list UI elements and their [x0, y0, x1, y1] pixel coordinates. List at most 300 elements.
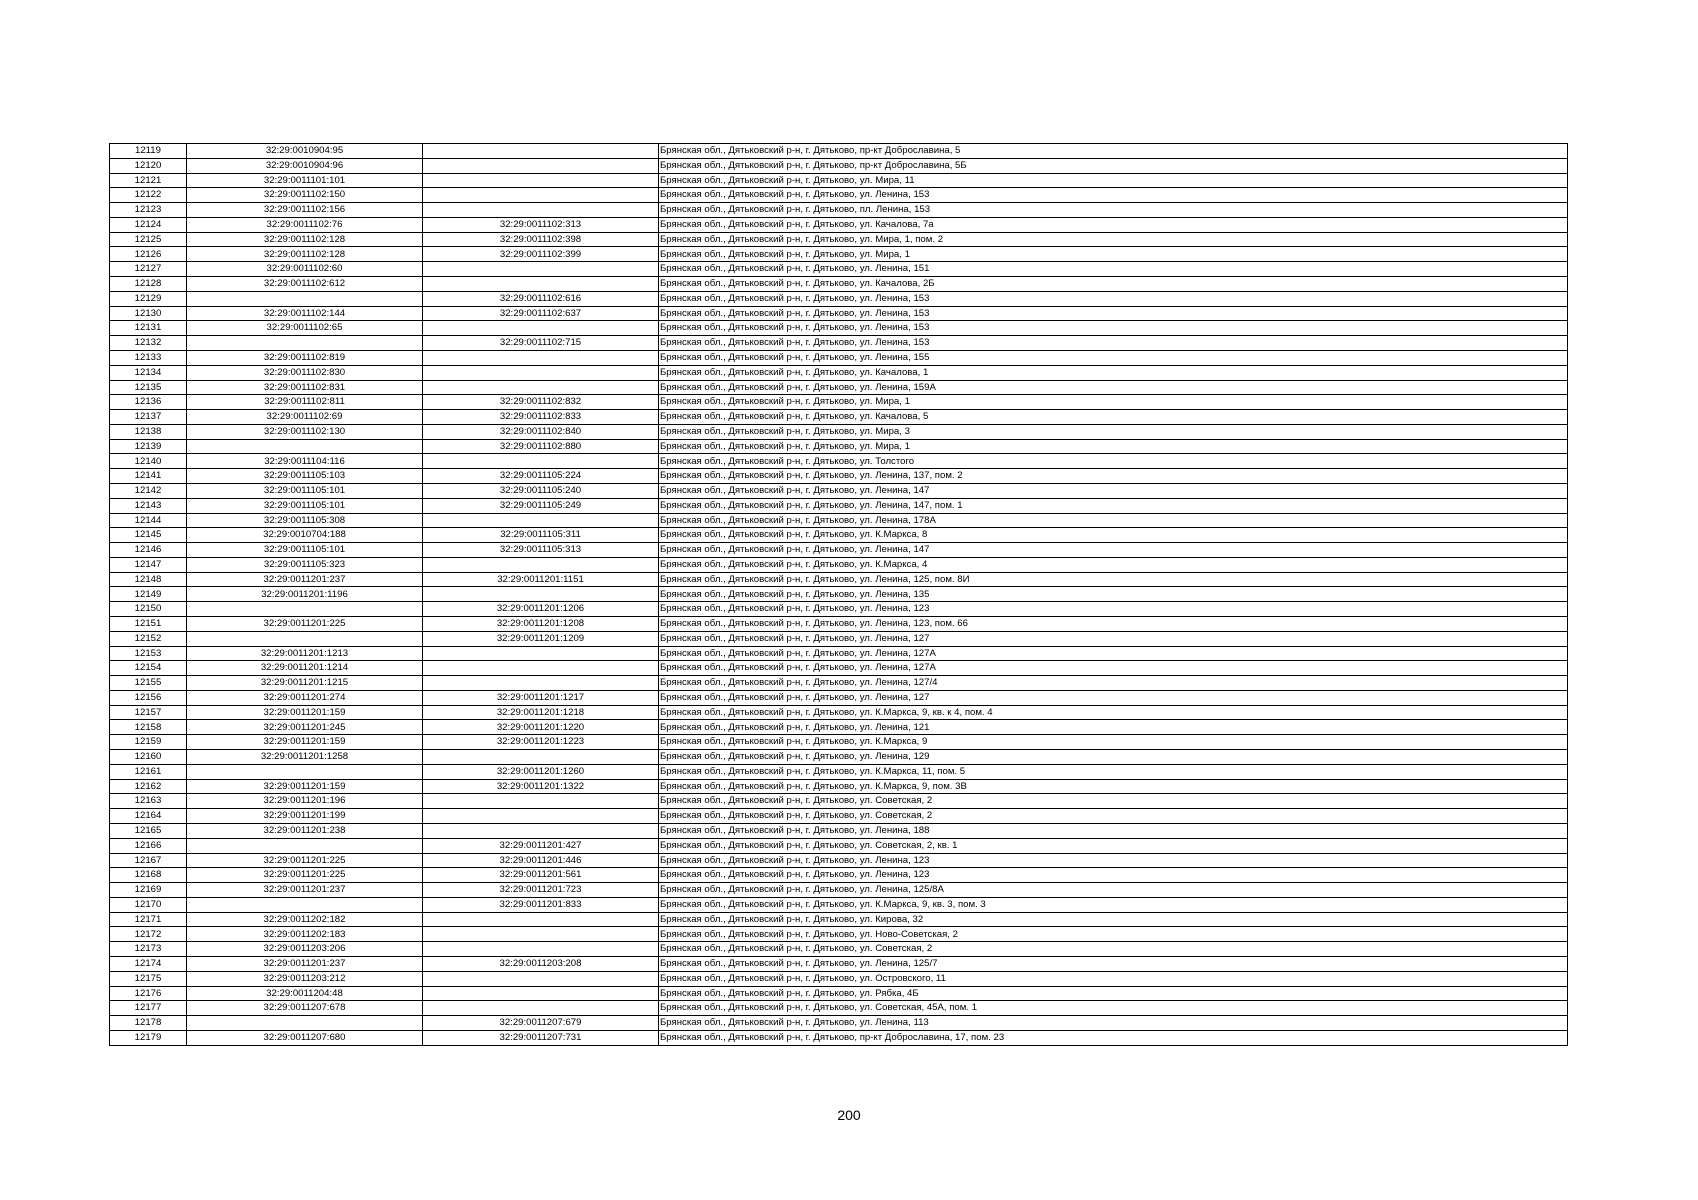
- cadastral-number-cell: 32:29:0011105:101: [187, 498, 423, 513]
- row-number-cell: 12152: [110, 631, 187, 646]
- row-number-cell: 12141: [110, 469, 187, 484]
- linked-cadastral-number-cell: [423, 203, 659, 218]
- address-cell: Брянская обл., Дятьковский р-н, г. Дятьково, ул. К.Маркса, 4: [659, 557, 1568, 572]
- row-number-cell: 12167: [110, 853, 187, 868]
- linked-cadastral-number-cell: 32:29:0011201:1209: [423, 631, 659, 646]
- row-number-cell: 12154: [110, 661, 187, 676]
- cadastral-number-cell: 32:29:0011207:678: [187, 1001, 423, 1016]
- linked-cadastral-number-cell: 32:29:0011102:715: [423, 336, 659, 351]
- table-row: [110, 1016, 1568, 1031]
- table-row: [110, 232, 1568, 247]
- linked-cadastral-number-cell: [423, 350, 659, 365]
- cadastral-number-cell: [187, 291, 423, 306]
- cadastral-number-cell: 32:29:0011102:60: [187, 262, 423, 277]
- cadastral-number-cell: 32:29:0011102:831: [187, 380, 423, 395]
- linked-cadastral-number-cell: 32:29:0011201:427: [423, 838, 659, 853]
- address-cell: Брянская обл., Дятьковский р-н, г. Дятьково, ул. Ново-Советская, 2: [659, 927, 1568, 942]
- cadastral-number-cell: 32:29:0011201:238: [187, 823, 423, 838]
- table-row: [110, 262, 1568, 277]
- cadastral-number-cell: 32:29:0011105:308: [187, 513, 423, 528]
- linked-cadastral-number-cell: 32:29:0011102:313: [423, 217, 659, 232]
- table-row: [110, 543, 1568, 558]
- table-row: [110, 365, 1568, 380]
- address-cell: Брянская обл., Дятьковский р-н, г. Дятьково, ул. Ленина, 127: [659, 631, 1568, 646]
- row-number-cell: 12166: [110, 838, 187, 853]
- table-row: [110, 483, 1568, 498]
- address-cell: Брянская обл., Дятьковский р-н, г. Дятьково, ул. К.Маркса, 9, кв. 3, пом. 3: [659, 897, 1568, 912]
- cadastral-number-cell: 32:29:0011203:212: [187, 971, 423, 986]
- address-cell: Брянская обл., Дятьковский р-н, г. Дятьково, ул. Ленина, 147: [659, 543, 1568, 558]
- table-row: [110, 277, 1568, 292]
- address-cell: Брянская обл., Дятьковский р-н, г. Дятьково, ул. К.Маркса, 8: [659, 528, 1568, 543]
- address-cell: Брянская обл., Дятьковский р-н, г. Дятьково, ул. Ленина, 147: [659, 483, 1568, 498]
- cadastral-number-cell: 32:29:0011201:225: [187, 617, 423, 632]
- address-cell: Брянская обл., Дятьковский р-н, г. Дятьково, ул. Ленина, 159А: [659, 380, 1568, 395]
- address-cell: Брянская обл., Дятьковский р-н, г. Дятьково, пр-кт Доброславина, 5: [659, 144, 1568, 159]
- row-number-cell: 12151: [110, 617, 187, 632]
- row-number-cell: 12129: [110, 291, 187, 306]
- cadastral-number-cell: 32:29:0011201:274: [187, 690, 423, 705]
- table-row: [110, 853, 1568, 868]
- table-row: [110, 809, 1568, 824]
- address-cell: Брянская обл., Дятьковский р-н, г. Дятьково, ул. Ленина, 135: [659, 587, 1568, 602]
- table-row: [110, 750, 1568, 765]
- table-row: [110, 956, 1568, 971]
- linked-cadastral-number-cell: 32:29:0011201:1220: [423, 720, 659, 735]
- address-cell: Брянская обл., Дятьковский р-н, г. Дятьково, ул. Советская, 2, кв. 1: [659, 838, 1568, 853]
- linked-cadastral-number-cell: [423, 188, 659, 203]
- linked-cadastral-number-cell: [423, 661, 659, 676]
- address-cell: Брянская обл., Дятьковский р-н, г. Дятьково, ул. Ленина, 151: [659, 262, 1568, 277]
- linked-cadastral-number-cell: [423, 277, 659, 292]
- address-cell: Брянская обл., Дятьковский р-н, г. Дятьково, ул. Качалова, 7а: [659, 217, 1568, 232]
- address-cell: Брянская обл., Дятьковский р-н, г. Дятьково, ул. Ленина, 147, пом. 1: [659, 498, 1568, 513]
- cadastral-number-cell: [187, 1016, 423, 1031]
- table-row: [110, 410, 1568, 425]
- address-cell: Брянская обл., Дятьковский р-н, г. Дятьково, ул. Советская, 45А, пом. 1: [659, 1001, 1568, 1016]
- table-row: [110, 868, 1568, 883]
- row-number-cell: 12143: [110, 498, 187, 513]
- address-cell: Брянская обл., Дятьковский р-н, г. Дятьково, ул. Мира, 3: [659, 424, 1568, 439]
- address-cell: Брянская обл., Дятьковский р-н, г. Дятьково, ул. Ленина, 127: [659, 690, 1568, 705]
- registry-table-body: [110, 144, 1568, 1046]
- cadastral-number-cell: 32:29:0011102:69: [187, 410, 423, 425]
- row-number-cell: 12163: [110, 794, 187, 809]
- row-number-cell: 12131: [110, 321, 187, 336]
- table-row: [110, 513, 1568, 528]
- row-number-cell: 12127: [110, 262, 187, 277]
- table-row: [110, 321, 1568, 336]
- address-cell: Брянская обл., Дятьковский р-н, г. Дятьково, ул. Ленина, 155: [659, 350, 1568, 365]
- address-cell: Брянская обл., Дятьковский р-н, г. Дятьково, ул. Качалова, 5: [659, 410, 1568, 425]
- address-cell: Брянская обл., Дятьковский р-н, г. Дятьково, ул. Кирова, 32: [659, 912, 1568, 927]
- cadastral-number-cell: 32:29:0011201:196: [187, 794, 423, 809]
- cadastral-number-cell: 32:29:0011102:144: [187, 306, 423, 321]
- linked-cadastral-number-cell: [423, 587, 659, 602]
- cadastral-number-cell: 32:29:0011201:1214: [187, 661, 423, 676]
- cadastral-number-cell: 32:29:0011201:159: [187, 705, 423, 720]
- linked-cadastral-number-cell: 32:29:0011201:833: [423, 897, 659, 912]
- table-row: [110, 676, 1568, 691]
- address-cell: Брянская обл., Дятьковский р-н, г. Дятьково, ул. Мира, 1: [659, 395, 1568, 410]
- cadastral-number-cell: 32:29:0011102:612: [187, 277, 423, 292]
- address-cell: Брянская обл., Дятьковский р-н, г. Дятьково, ул. К.Маркса, 9, пом. 3В: [659, 779, 1568, 794]
- table-row: [110, 144, 1568, 159]
- linked-cadastral-number-cell: 32:29:0011201:1223: [423, 735, 659, 750]
- row-number-cell: 12179: [110, 1030, 187, 1045]
- linked-cadastral-number-cell: 32:29:0011201:446: [423, 853, 659, 868]
- linked-cadastral-number-cell: 32:29:0011201:723: [423, 883, 659, 898]
- address-cell: Брянская обл., Дятьковский р-н, г. Дятьково, ул. Мира, 11: [659, 173, 1568, 188]
- row-number-cell: 12172: [110, 927, 187, 942]
- table-row: [110, 927, 1568, 942]
- linked-cadastral-number-cell: [423, 454, 659, 469]
- table-row: [110, 735, 1568, 750]
- table-row: [110, 1030, 1568, 1045]
- table-row: [110, 764, 1568, 779]
- table-row: [110, 454, 1568, 469]
- cadastral-number-cell: 32:29:0011105:101: [187, 543, 423, 558]
- table-row: [110, 572, 1568, 587]
- cadastral-number-cell: 32:29:0011102:130: [187, 424, 423, 439]
- cadastral-number-cell: 32:29:0011104:116: [187, 454, 423, 469]
- table-row: [110, 395, 1568, 410]
- row-number-cell: 12175: [110, 971, 187, 986]
- row-number-cell: 12156: [110, 690, 187, 705]
- row-number-cell: 12142: [110, 483, 187, 498]
- row-number-cell: 12169: [110, 883, 187, 898]
- linked-cadastral-number-cell: 32:29:0011203:208: [423, 956, 659, 971]
- linked-cadastral-number-cell: 32:29:0011102:398: [423, 232, 659, 247]
- table-row: [110, 587, 1568, 602]
- cadastral-number-cell: 32:29:0011203:206: [187, 942, 423, 957]
- table-row: [110, 823, 1568, 838]
- cadastral-number-cell: 32:29:0011201:1215: [187, 676, 423, 691]
- address-cell: Брянская обл., Дятьковский р-н, г. Дятьково, пр-кт Доброславина, 5Б: [659, 158, 1568, 173]
- cadastral-number-cell: [187, 631, 423, 646]
- row-number-cell: 12162: [110, 779, 187, 794]
- address-cell: Брянская обл., Дятьковский р-н, г. Дятьково, ул. Ленина, 113: [659, 1016, 1568, 1031]
- row-number-cell: 12170: [110, 897, 187, 912]
- address-cell: Брянская обл., Дятьковский р-н, г. Дятьково, ул. Ленина, 137, пом. 2: [659, 469, 1568, 484]
- linked-cadastral-number-cell: [423, 676, 659, 691]
- address-cell: Брянская обл., Дятьковский р-н, г. Дятьково, ул. Рябка, 4Б: [659, 986, 1568, 1001]
- linked-cadastral-number-cell: [423, 823, 659, 838]
- linked-cadastral-number-cell: 32:29:0011102:832: [423, 395, 659, 410]
- table-row: [110, 661, 1568, 676]
- cadastral-number-cell: 32:29:0011201:1258: [187, 750, 423, 765]
- table-row: [110, 897, 1568, 912]
- cadastral-number-cell: 32:29:0010704:188: [187, 528, 423, 543]
- row-number-cell: 12158: [110, 720, 187, 735]
- linked-cadastral-number-cell: 32:29:0011102:880: [423, 439, 659, 454]
- table-row: [110, 942, 1568, 957]
- row-number-cell: 12137: [110, 410, 187, 425]
- linked-cadastral-number-cell: 32:29:0011105:249: [423, 498, 659, 513]
- table-row: [110, 336, 1568, 351]
- address-cell: Брянская обл., Дятьковский р-н, г. Дятьково, ул. Толстого: [659, 454, 1568, 469]
- cadastral-number-cell: 32:29:0011201:237: [187, 883, 423, 898]
- row-number-cell: 12159: [110, 735, 187, 750]
- cadastral-number-cell: 32:29:0011201:225: [187, 868, 423, 883]
- address-cell: Брянская обл., Дятьковский р-н, г. Дятьково, ул. Ленина, 129: [659, 750, 1568, 765]
- address-cell: Брянская обл., Дятьковский р-н, г. Дятьково, ул. Мира, 1: [659, 247, 1568, 262]
- row-number-cell: 12123: [110, 203, 187, 218]
- cadastral-number-cell: 32:29:0011202:183: [187, 927, 423, 942]
- address-cell: Брянская обл., Дятьковский р-н, г. Дятьково, ул. К.Маркса, 11, пом. 5: [659, 764, 1568, 779]
- row-number-cell: 12134: [110, 365, 187, 380]
- linked-cadastral-number-cell: 32:29:0011102:616: [423, 291, 659, 306]
- linked-cadastral-number-cell: [423, 321, 659, 336]
- cadastral-number-cell: 32:29:0011201:1213: [187, 646, 423, 661]
- address-cell: Брянская обл., Дятьковский р-н, г. Дятьково, ул. Советская, 2: [659, 942, 1568, 957]
- table-row: [110, 1001, 1568, 1016]
- cadastral-number-cell: 32:29:0011102:819: [187, 350, 423, 365]
- table-row: [110, 602, 1568, 617]
- address-cell: Брянская обл., Дятьковский р-н, г. Дятьково, ул. Качалова, 1: [659, 365, 1568, 380]
- address-cell: Брянская обл., Дятьковский р-н, г. Дятьково, ул. Советская, 2: [659, 809, 1568, 824]
- cadastral-number-cell: [187, 439, 423, 454]
- linked-cadastral-number-cell: 32:29:0011207:731: [423, 1030, 659, 1045]
- linked-cadastral-number-cell: 32:29:0011102:833: [423, 410, 659, 425]
- row-number-cell: 12135: [110, 380, 187, 395]
- cadastral-number-cell: 32:29:0011105:103: [187, 469, 423, 484]
- row-number-cell: 12153: [110, 646, 187, 661]
- row-number-cell: 12164: [110, 809, 187, 824]
- linked-cadastral-number-cell: [423, 809, 659, 824]
- linked-cadastral-number-cell: 32:29:0011201:1322: [423, 779, 659, 794]
- row-number-cell: 12168: [110, 868, 187, 883]
- table-row: [110, 690, 1568, 705]
- row-number-cell: 12139: [110, 439, 187, 454]
- row-number-cell: 12119: [110, 144, 187, 159]
- linked-cadastral-number-cell: 32:29:0011105:240: [423, 483, 659, 498]
- address-cell: Брянская обл., Дятьковский р-н, г. Дятьково, ул. Ленина, 125, пом. 8И: [659, 572, 1568, 587]
- linked-cadastral-number-cell: [423, 144, 659, 159]
- row-number-cell: 12122: [110, 188, 187, 203]
- table-row: [110, 350, 1568, 365]
- address-cell: Брянская обл., Дятьковский р-н, г. Дятьково, ул. Мира, 1: [659, 439, 1568, 454]
- linked-cadastral-number-cell: [423, 1001, 659, 1016]
- linked-cadastral-number-cell: 32:29:0011102:637: [423, 306, 659, 321]
- table-row: [110, 528, 1568, 543]
- linked-cadastral-number-cell: 32:29:0011201:561: [423, 868, 659, 883]
- row-number-cell: 12160: [110, 750, 187, 765]
- address-cell: Брянская обл., Дятьковский р-н, г. Дятьково, ул. К.Маркса, 9, кв. к 4, пом. 4: [659, 705, 1568, 720]
- table-row: [110, 720, 1568, 735]
- row-number-cell: 12138: [110, 424, 187, 439]
- table-row: [110, 173, 1568, 188]
- row-number-cell: 12157: [110, 705, 187, 720]
- row-number-cell: 12171: [110, 912, 187, 927]
- row-number-cell: 12147: [110, 557, 187, 572]
- address-cell: Брянская обл., Дятьковский р-н, г. Дятьково, ул. Качалова, 2Б: [659, 277, 1568, 292]
- row-number-cell: 12148: [110, 572, 187, 587]
- cadastral-number-cell: 32:29:0011105:323: [187, 557, 423, 572]
- registry-table: [109, 143, 1568, 1046]
- row-number-cell: 12155: [110, 676, 187, 691]
- address-cell: Брянская обл., Дятьковский р-н, г. Дятьково, ул. Ленина, 125/7: [659, 956, 1568, 971]
- table-row: [110, 705, 1568, 720]
- row-number-cell: 12145: [110, 528, 187, 543]
- address-cell: Брянская обл., Дятьковский р-н, г. Дятьково, ул. К.Маркса, 9: [659, 735, 1568, 750]
- address-cell: Брянская обл., Дятьковский р-н, г. Дятьково, ул. Ленина, 127А: [659, 646, 1568, 661]
- linked-cadastral-number-cell: 32:29:0011102:840: [423, 424, 659, 439]
- row-number-cell: 12121: [110, 173, 187, 188]
- row-number-cell: 12150: [110, 602, 187, 617]
- row-number-cell: 12136: [110, 395, 187, 410]
- address-cell: Брянская обл., Дятьковский р-н, г. Дятьково, ул. Ленина, 153: [659, 306, 1568, 321]
- table-row: [110, 380, 1568, 395]
- linked-cadastral-number-cell: [423, 646, 659, 661]
- linked-cadastral-number-cell: [423, 927, 659, 942]
- table-row: [110, 217, 1568, 232]
- address-cell: Брянская обл., Дятьковский р-н, г. Дятьково, ул. Мира, 1, пом. 2: [659, 232, 1568, 247]
- linked-cadastral-number-cell: [423, 794, 659, 809]
- table-row: [110, 247, 1568, 262]
- linked-cadastral-number-cell: [423, 986, 659, 1001]
- address-cell: Брянская обл., Дятьковский р-н, г. Дятьково, ул. Ленина, 121: [659, 720, 1568, 735]
- cadastral-number-cell: 32:29:0011201:159: [187, 735, 423, 750]
- row-number-cell: 12165: [110, 823, 187, 838]
- address-cell: Брянская обл., Дятьковский р-н, г. Дятьково, ул. Советская, 2: [659, 794, 1568, 809]
- row-number-cell: 12132: [110, 336, 187, 351]
- table-row: [110, 883, 1568, 898]
- row-number-cell: 12133: [110, 350, 187, 365]
- cadastral-number-cell: 32:29:0010904:96: [187, 158, 423, 173]
- row-number-cell: 12146: [110, 543, 187, 558]
- address-cell: Брянская обл., Дятьковский р-н, г. Дятьково, пр-кт Доброславина, 17, пом. 23: [659, 1030, 1568, 1045]
- linked-cadastral-number-cell: 32:29:0011201:1208: [423, 617, 659, 632]
- row-number-cell: 12174: [110, 956, 187, 971]
- cadastral-number-cell: 32:29:0011102:830: [187, 365, 423, 380]
- cadastral-number-cell: 32:29:0011201:225: [187, 853, 423, 868]
- row-number-cell: 12176: [110, 986, 187, 1001]
- cadastral-number-cell: [187, 764, 423, 779]
- cadastral-number-cell: 32:29:0011201:245: [187, 720, 423, 735]
- cadastral-number-cell: 32:29:0011102:65: [187, 321, 423, 336]
- address-cell: Брянская обл., Дятьковский р-н, г. Дятьково, ул. Ленина, 123, пом. 66: [659, 617, 1568, 632]
- page-number: 200: [837, 1107, 861, 1123]
- table-row: [110, 498, 1568, 513]
- row-number-cell: 12128: [110, 277, 187, 292]
- linked-cadastral-number-cell: [423, 912, 659, 927]
- table-row: [110, 306, 1568, 321]
- table-row: [110, 794, 1568, 809]
- cadastral-number-cell: 32:29:0011207:680: [187, 1030, 423, 1045]
- cadastral-number-cell: 32:29:0011204:48: [187, 986, 423, 1001]
- address-cell: Брянская обл., Дятьковский р-н, г. Дятьково, ул. Ленина, 127А: [659, 661, 1568, 676]
- linked-cadastral-number-cell: 32:29:0011102:399: [423, 247, 659, 262]
- row-number-cell: 12173: [110, 942, 187, 957]
- cadastral-number-cell: 32:29:0011201:237: [187, 956, 423, 971]
- row-number-cell: 12140: [110, 454, 187, 469]
- cadastral-number-cell: 32:29:0011202:182: [187, 912, 423, 927]
- row-number-cell: 12144: [110, 513, 187, 528]
- cadastral-number-cell: 32:29:0011102:156: [187, 203, 423, 218]
- address-cell: Брянская обл., Дятьковский р-н, г. Дятьково, ул. Ленина, 188: [659, 823, 1568, 838]
- linked-cadastral-number-cell: [423, 750, 659, 765]
- linked-cadastral-number-cell: [423, 262, 659, 277]
- cadastral-number-cell: 32:29:0010904:95: [187, 144, 423, 159]
- cadastral-number-cell: 32:29:0011102:811: [187, 395, 423, 410]
- linked-cadastral-number-cell: [423, 971, 659, 986]
- row-number-cell: 12120: [110, 158, 187, 173]
- cadastral-number-cell: [187, 897, 423, 912]
- linked-cadastral-number-cell: [423, 380, 659, 395]
- cadastral-number-cell: 32:29:0011201:1196: [187, 587, 423, 602]
- cadastral-number-cell: 32:29:0011102:128: [187, 247, 423, 262]
- address-cell: Брянская обл., Дятьковский р-н, г. Дятьково, ул. Ленина, 153: [659, 336, 1568, 351]
- address-cell: Брянская обл., Дятьковский р-н, г. Дятьково, ул. Ленина, 123: [659, 853, 1568, 868]
- cadastral-number-cell: 32:29:0011102:76: [187, 217, 423, 232]
- table-row: [110, 912, 1568, 927]
- address-cell: Брянская обл., Дятьковский р-н, г. Дятьково, ул. Ленина, 153: [659, 321, 1568, 336]
- linked-cadastral-number-cell: [423, 513, 659, 528]
- row-number-cell: 12149: [110, 587, 187, 602]
- address-cell: Брянская обл., Дятьковский р-н, г. Дятьково, ул. Ленина, 178А: [659, 513, 1568, 528]
- linked-cadastral-number-cell: 32:29:0011201:1217: [423, 690, 659, 705]
- cadastral-number-cell: 32:29:0011201:199: [187, 809, 423, 824]
- address-cell: Брянская обл., Дятьковский р-н, г. Дятьково, ул. Островского, 11: [659, 971, 1568, 986]
- address-cell: Брянская обл., Дятьковский р-н, г. Дятьково, ул. Ленина, 123: [659, 868, 1568, 883]
- linked-cadastral-number-cell: [423, 557, 659, 572]
- linked-cadastral-number-cell: 32:29:0011105:311: [423, 528, 659, 543]
- linked-cadastral-number-cell: 32:29:0011201:1260: [423, 764, 659, 779]
- cadastral-number-cell: 32:29:0011102:128: [187, 232, 423, 247]
- address-cell: Брянская обл., Дятьковский р-н, г. Дятьково, пл. Ленина, 153: [659, 203, 1568, 218]
- linked-cadastral-number-cell: 32:29:0011201:1151: [423, 572, 659, 587]
- linked-cadastral-number-cell: [423, 365, 659, 380]
- linked-cadastral-number-cell: [423, 158, 659, 173]
- table-row: [110, 838, 1568, 853]
- table-row: [110, 971, 1568, 986]
- row-number-cell: 12177: [110, 1001, 187, 1016]
- linked-cadastral-number-cell: 32:29:0011105:313: [423, 543, 659, 558]
- row-number-cell: 12124: [110, 217, 187, 232]
- table-row: [110, 557, 1568, 572]
- linked-cadastral-number-cell: 32:29:0011105:224: [423, 469, 659, 484]
- cadastral-number-cell: [187, 602, 423, 617]
- table-row: [110, 779, 1568, 794]
- row-number-cell: 12178: [110, 1016, 187, 1031]
- cadastral-number-cell: 32:29:0011201:237: [187, 572, 423, 587]
- linked-cadastral-number-cell: 32:29:0011201:1218: [423, 705, 659, 720]
- row-number-cell: 12130: [110, 306, 187, 321]
- table-row: [110, 188, 1568, 203]
- table-row: [110, 203, 1568, 218]
- table-row: [110, 291, 1568, 306]
- address-cell: Брянская обл., Дятьковский р-н, г. Дятьково, ул. Ленина, 153: [659, 188, 1568, 203]
- cadastral-number-cell: 32:29:0011101:101: [187, 173, 423, 188]
- table-row: [110, 986, 1568, 1001]
- address-cell: Брянская обл., Дятьковский р-н, г. Дятьково, ул. Ленина, 125/8А: [659, 883, 1568, 898]
- address-cell: Брянская обл., Дятьковский р-н, г. Дятьково, ул. Ленина, 127/4: [659, 676, 1568, 691]
- table-row: [110, 439, 1568, 454]
- linked-cadastral-number-cell: [423, 942, 659, 957]
- cadastral-number-cell: [187, 838, 423, 853]
- table-row: [110, 158, 1568, 173]
- table-row: [110, 617, 1568, 632]
- cadastral-number-cell: 32:29:0011201:159: [187, 779, 423, 794]
- table-row: [110, 631, 1568, 646]
- cadastral-number-cell: 32:29:0011105:101: [187, 483, 423, 498]
- address-cell: Брянская обл., Дятьковский р-н, г. Дятьково, ул. Ленина, 153: [659, 291, 1568, 306]
- cadastral-number-cell: [187, 336, 423, 351]
- table-row: [110, 424, 1568, 439]
- linked-cadastral-number-cell: [423, 173, 659, 188]
- table-row: [110, 469, 1568, 484]
